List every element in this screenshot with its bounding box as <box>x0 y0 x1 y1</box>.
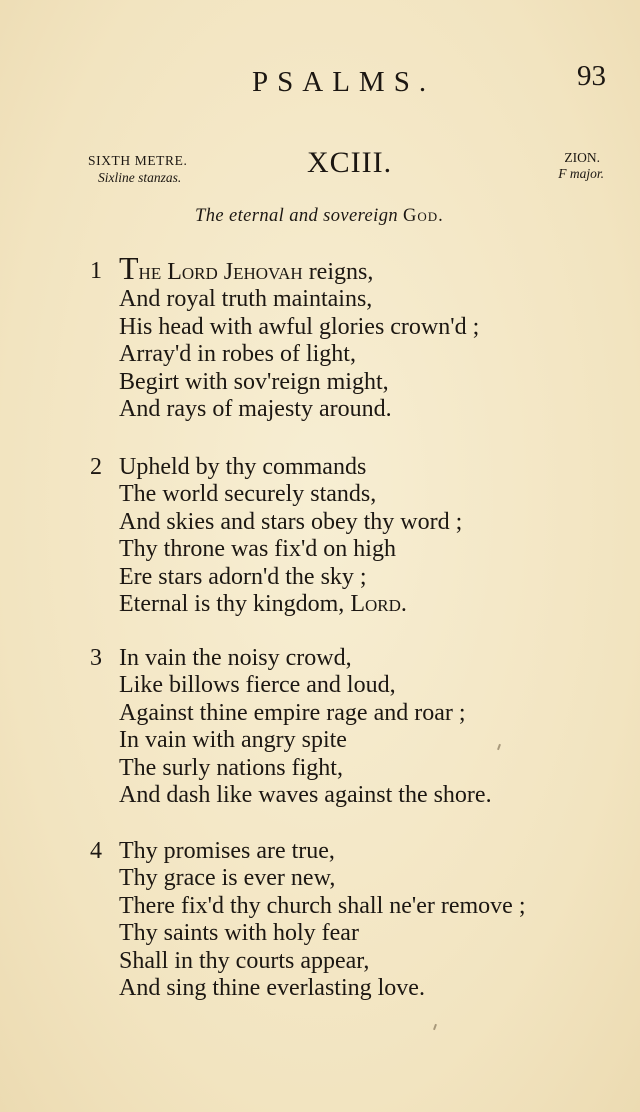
verse-line: Shall in thy courts appear, <box>119 947 370 974</box>
verse-line: Upheld by thy commands <box>119 454 367 480</box>
verse-line: His head with awful glories crown'd ; <box>119 313 480 340</box>
stanza-number: 2 <box>90 454 102 480</box>
stanza-lines <box>119 250 480 423</box>
verse-line: Thy grace is ever new, <box>119 865 336 892</box>
paper-speck <box>497 744 501 750</box>
stanza-number: 3 <box>90 645 102 671</box>
verse-line <box>119 591 462 618</box>
running-head <box>0 60 640 106</box>
tune-info <box>558 150 604 182</box>
verse-line: Against thine empire rage and roar ; <box>119 699 466 726</box>
verse-line: Thy promises are true, <box>119 838 335 864</box>
verse-line: Thy throne was fix'd on high <box>119 536 396 563</box>
verse-line: In vain the noisy crowd, <box>119 645 352 671</box>
stanza-lines <box>119 454 462 618</box>
psalm-number: XCIII. <box>307 146 393 179</box>
stanza-number: 4 <box>90 838 102 864</box>
paper-speck <box>433 1024 437 1030</box>
tune-key: F major. <box>558 166 604 181</box>
verse-caps: he Lord Jehovah <box>138 259 303 285</box>
verse-line: And skies and stars obey thy word ; <box>119 508 463 535</box>
verse-line: Thy saints with holy fear <box>119 920 359 947</box>
verse-text: Eternal is thy kingdom, <box>119 591 351 618</box>
verse-line: Ere stars adorn'd the sky ; <box>119 563 367 590</box>
verse-line: Begirt with sov'reign might, <box>119 368 389 395</box>
stanza-lines <box>119 645 492 809</box>
stanza-lines <box>119 838 526 1002</box>
verse-line: And royal truth maintains, <box>119 286 373 313</box>
verse-line: The surly nations fight, <box>119 754 343 781</box>
verse-line: Array'd in robes of light, <box>119 341 356 368</box>
verse-rest: reigns, <box>302 259 374 285</box>
verse-line <box>119 250 479 286</box>
verse-line: And dash like waves against the shore. <box>119 782 492 809</box>
psalm-subtitle <box>195 206 444 227</box>
stanza-form-label: Sixline stanzas. <box>98 170 182 185</box>
metre-info <box>88 152 187 186</box>
metre-label: SIXTH METRE. <box>88 153 188 168</box>
verse-line: There fix'd thy church shall ne'er remove ; <box>119 892 526 919</box>
verse-line: In vain with angry spite <box>119 727 347 754</box>
verse-caps: Lord. <box>350 591 407 618</box>
running-title: PSALMS. <box>252 66 436 98</box>
subtitle-italic: The eternal and sovereign <box>195 206 404 226</box>
tune-name: ZION. <box>564 150 600 165</box>
page-number: 93 <box>577 60 606 92</box>
stanza-number: 1 <box>90 258 102 284</box>
subtitle-caps: God. <box>403 206 444 226</box>
verse-line: The world securely stands, <box>119 481 377 508</box>
verse-line: And rays of majesty around. <box>119 396 392 423</box>
verse-line: And sing thine everlasting love. <box>119 975 425 1002</box>
verse-line: Like billows fierce and loud, <box>119 672 396 699</box>
drop-cap: T <box>119 250 139 286</box>
